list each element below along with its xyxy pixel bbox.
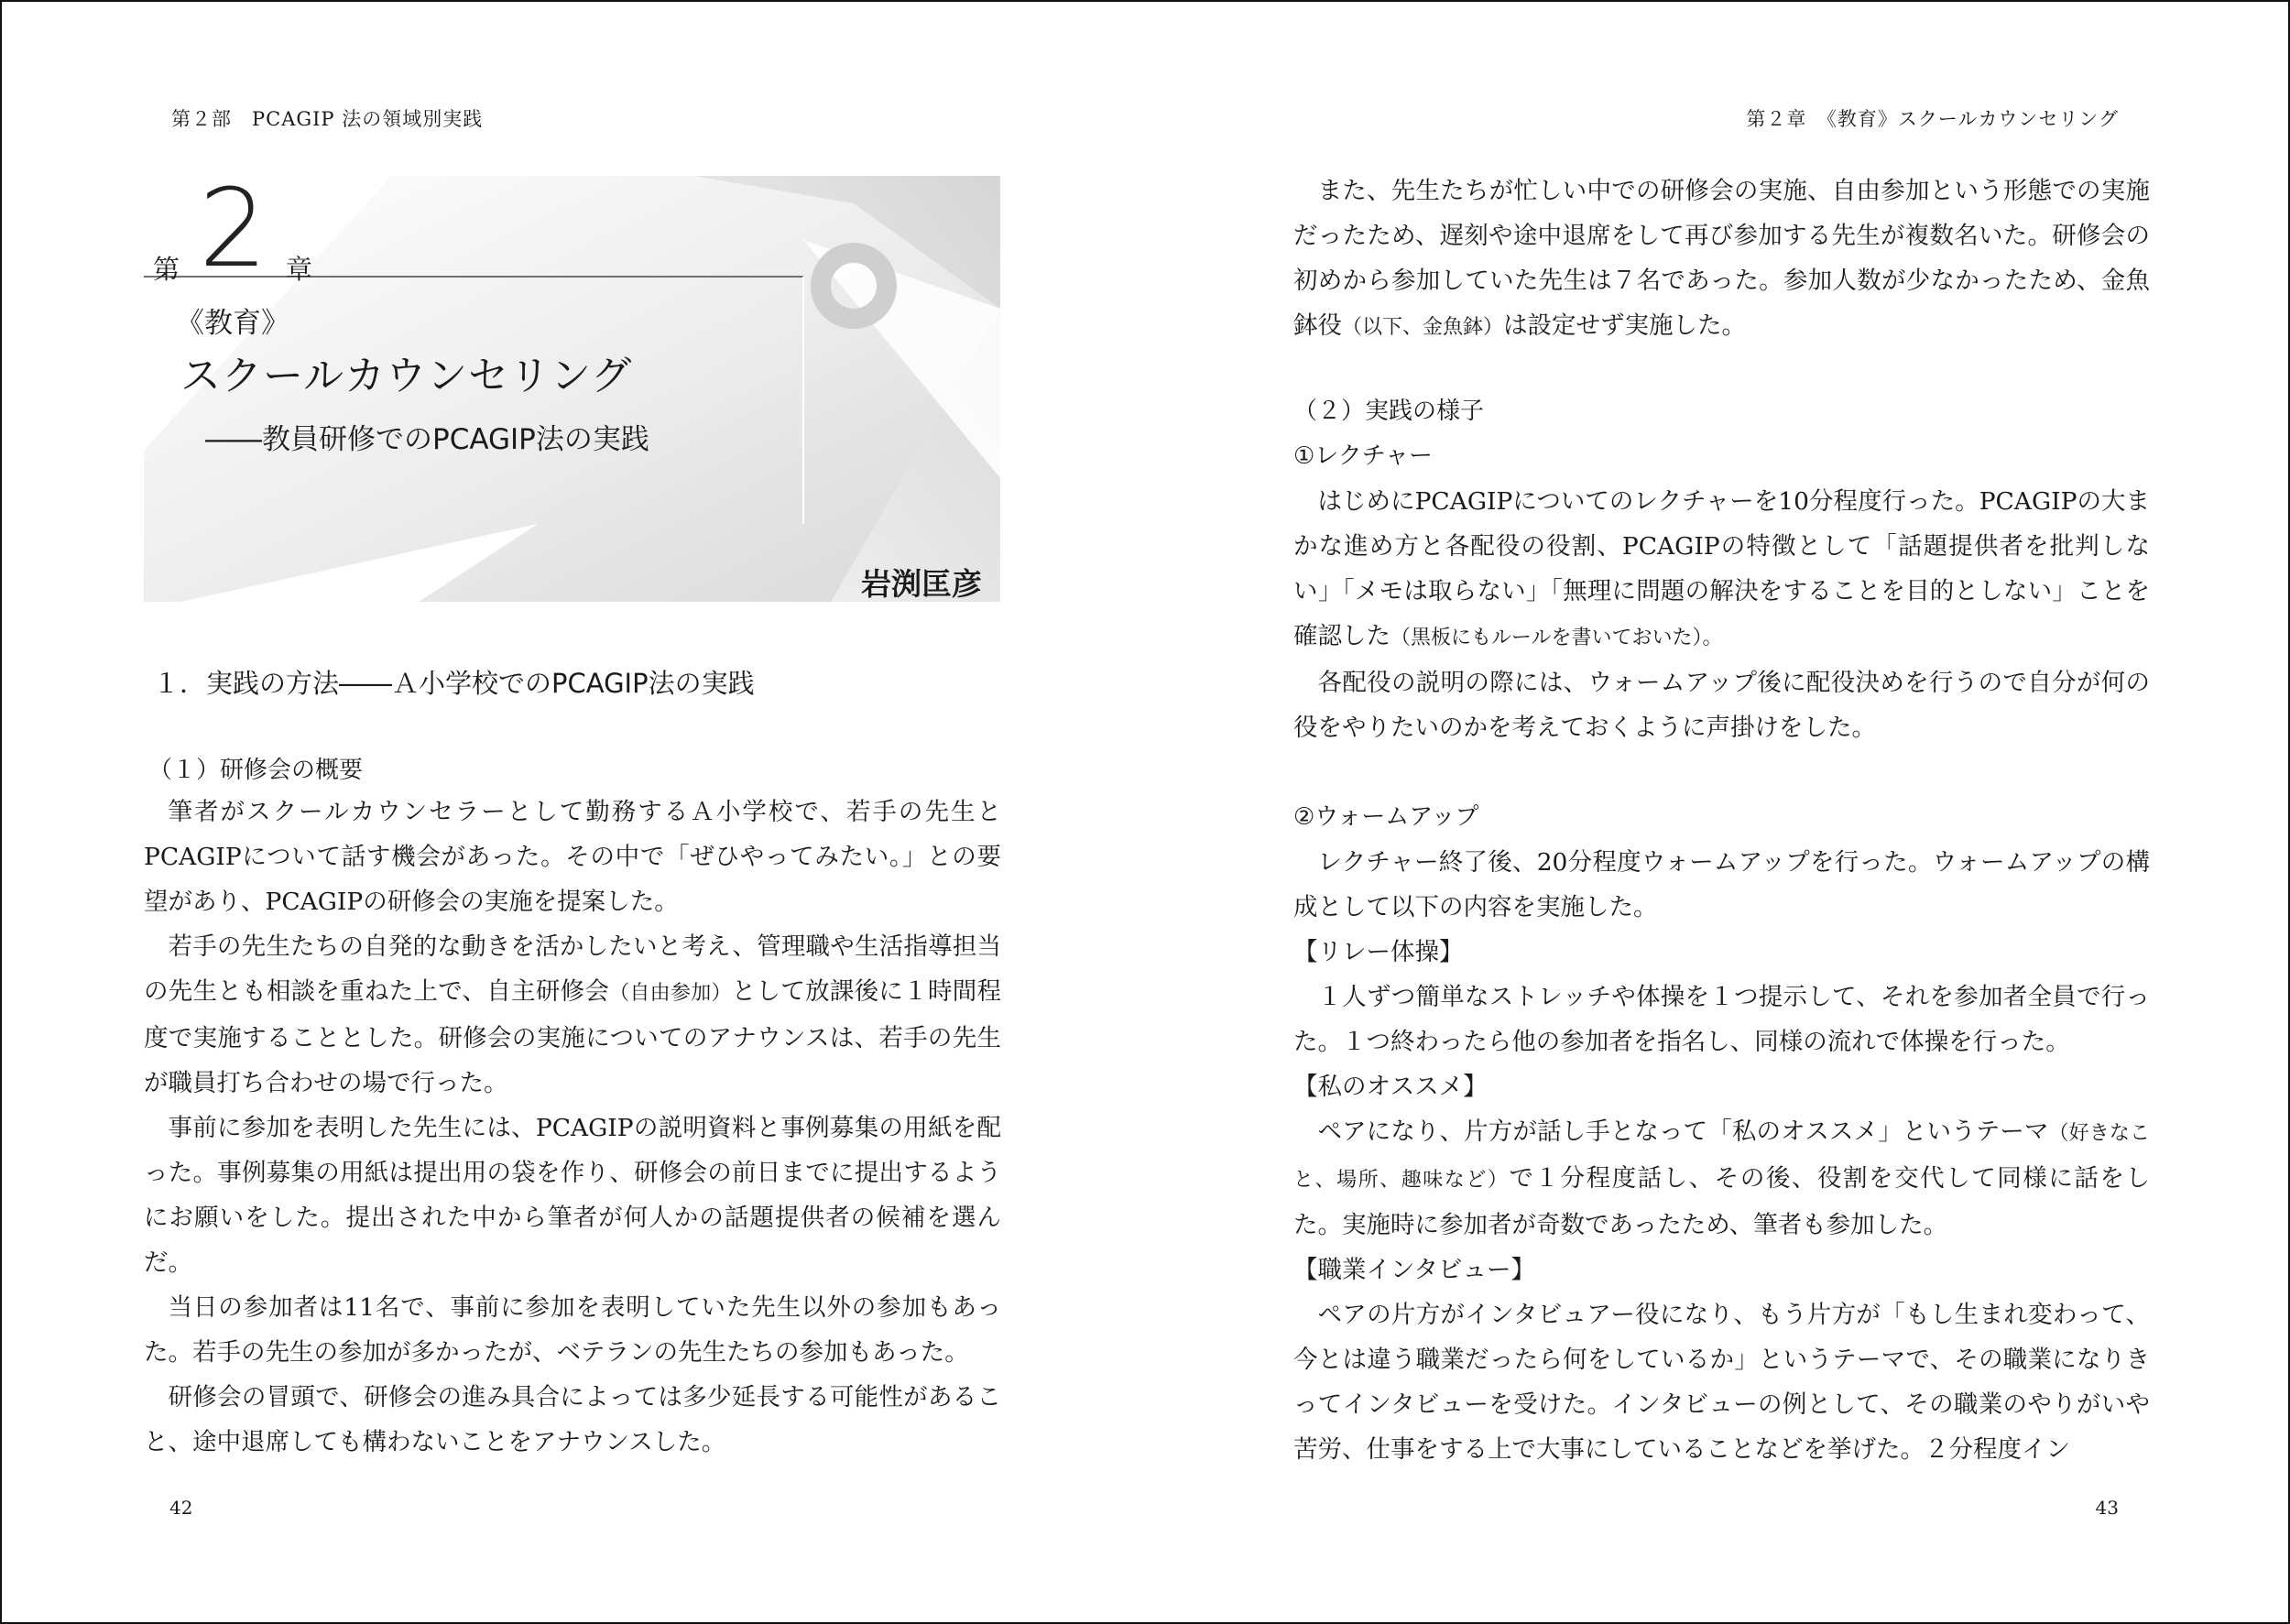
paragraph-text: ペアになり、片方が話し手となって「私のオススメ」というテーマ — [1317, 1117, 2049, 1146]
paragraph — [1293, 1109, 2150, 1248]
chapter-subject: 《教育》 — [176, 307, 289, 340]
paragraph: 研修会の冒頭で、研修会の進み具合によっては多少延長する可能性があること、途中退席しても構わないことをアナウンスした。 — [144, 1383, 1001, 1456]
running-head-right: 第２章 《教育》スクールカウンセリング — [1746, 108, 2119, 130]
chapter-prefix: 第 — [153, 254, 180, 285]
chapter-suffix: 章 — [286, 254, 313, 285]
paragraph-text: はじめにPCAGIPについてのレクチャーを10分程度行った。PCAGIPの大まかな進め方と各配役の役割、PCAGIPの特徴として「話題提供者を批判しない」「メモは取らない」「無理に問題の解決をすることを目的としない」ことを確認した — [1293, 487, 2150, 650]
paragraph-text: は設定せず実施した。 — [1503, 311, 1747, 340]
paragraph-text: また、先生たちが忙しい中での研修会の実施、自由参加という形態での実施だったため、遅刻や途中退席をして再び参加する先生が複数名いた。研修会の初めから参加していた先生は７名であった。参加人数が少なかったため、金魚鉢役 — [1293, 177, 2150, 340]
left-body-text — [144, 790, 1001, 1465]
chapter-title-box — [144, 176, 1000, 602]
paragraph: ペアの片方がインタビュアー役になり、もう片方が「もし生まれ変わって、今とは違う職業だったら何をしているか」というテーマで、その職業になりきってインタビューを受けた。インタビューの例として、その職業のやりがいや苦労、仕事をする上で大事にしていることなどを挙げた。２分程度イン — [1293, 1301, 2150, 1464]
section-heading-1: １．実践の方法――Ａ小学校でのPCAGIP法の実践 — [153, 668, 755, 699]
paragraph-note: （自由参加） — [609, 982, 732, 1005]
paragraph — [1293, 169, 2150, 350]
item-heading-osusume: 【私のオススメ】 — [1293, 1073, 1488, 1101]
paragraph: 当日の参加者は11名で、事前に参加を表明していた先生以外の参加もあった。若手の先生の参加が多かったが、ベテランの先生たちの参加もあった。 — [144, 1293, 1001, 1367]
paragraph — [1293, 479, 2150, 660]
paragraph — [144, 924, 1001, 1106]
page-number-right: 43 — [2095, 1497, 2119, 1519]
paragraph-text: 若手の先生たちの自発的な動きを活かしたいと考え、管理職や生活指導担当の先生とも相談を重ねた上で、自主研修会 — [144, 932, 1001, 1006]
author-name: 岩渕匡彦 — [861, 566, 982, 602]
paragraph: １人ずつ簡単なストレッチや体操を１つ提示して、それを参加者全員で行った。１つ終わったら他の参加者を指名し、同様の流れで体操を行った。 — [1293, 983, 2150, 1056]
chapter-number: 2 — [199, 176, 268, 291]
section-heading-1-1: （１）研修会の概要 — [148, 757, 364, 784]
paragraph-text: で１分程度話し、その後、役割を交代して同様に話をした。実施時に参加者が奇数であったため、筆者も参加した。 — [1293, 1164, 2150, 1239]
paragraph-text: として放課後に１時間程度で実施することとした。研修会の実施についてのアナウンスは、若手の先生が職員打ち合わせの場で行った。 — [144, 977, 1001, 1097]
running-head-left: 第２部 PCAGIP 法の領域別実践 — [171, 108, 484, 130]
paragraph: 筆者がスクールカウンセラーとして勤務するＡ小学校で、若手の先生とPCAGIPについて話す機会があった。その中で「ぜひやってみたい。」との要望があり、PCAGIPの研修会の実施を提案した。 — [144, 798, 1001, 916]
paragraph-note: （黒板にもルールを書いておいた）。 — [1390, 627, 1723, 649]
item-heading-interview: 【職業インタビュー】 — [1293, 1256, 1535, 1284]
paragraph: 各配役の説明の際には、ウォームアップ後に配役決めを行うので自分が何の役をやりたいのかを考えておくように声掛けをした。 — [1293, 669, 2150, 742]
paragraph-note: （好きなこと、場所、趣味など） — [1293, 1122, 2150, 1192]
paragraph-note: （以下、金魚鉢） — [1342, 316, 1504, 339]
item-heading-relay: 【リレー体操】 — [1293, 938, 1464, 966]
section-heading-1-2: （２）実践の様子 — [1293, 398, 1485, 425]
chapter-subtitle: ――教員研修でのPCAGIP法の実践 — [205, 423, 649, 456]
paragraph: レクチャー終了後、20分程度ウォームアップを行った。ウォームアップの構成として以下の内容を実施した。 — [1293, 848, 2150, 921]
subsection-lecture: ①レクチャー — [1293, 442, 1434, 470]
chapter-title: スクールカウンセリング — [180, 353, 633, 399]
right-body-text — [1293, 389, 2150, 1472]
paragraph: 事前に参加を表明した先生には、PCAGIPの説明資料と事例募集の用紙を配った。事例募集の用紙は提出用の袋を作り、研修会の前日までに提出するようにお願いをした。提出された中から筆者が何人かの話題提供者の候補を選んだ。 — [144, 1114, 1001, 1277]
page-number-left: 42 — [169, 1497, 193, 1519]
spacer — [1293, 750, 2150, 795]
subsection-warmup: ②ウォームアップ — [1293, 803, 1479, 831]
right-intro-text — [1293, 169, 2150, 350]
